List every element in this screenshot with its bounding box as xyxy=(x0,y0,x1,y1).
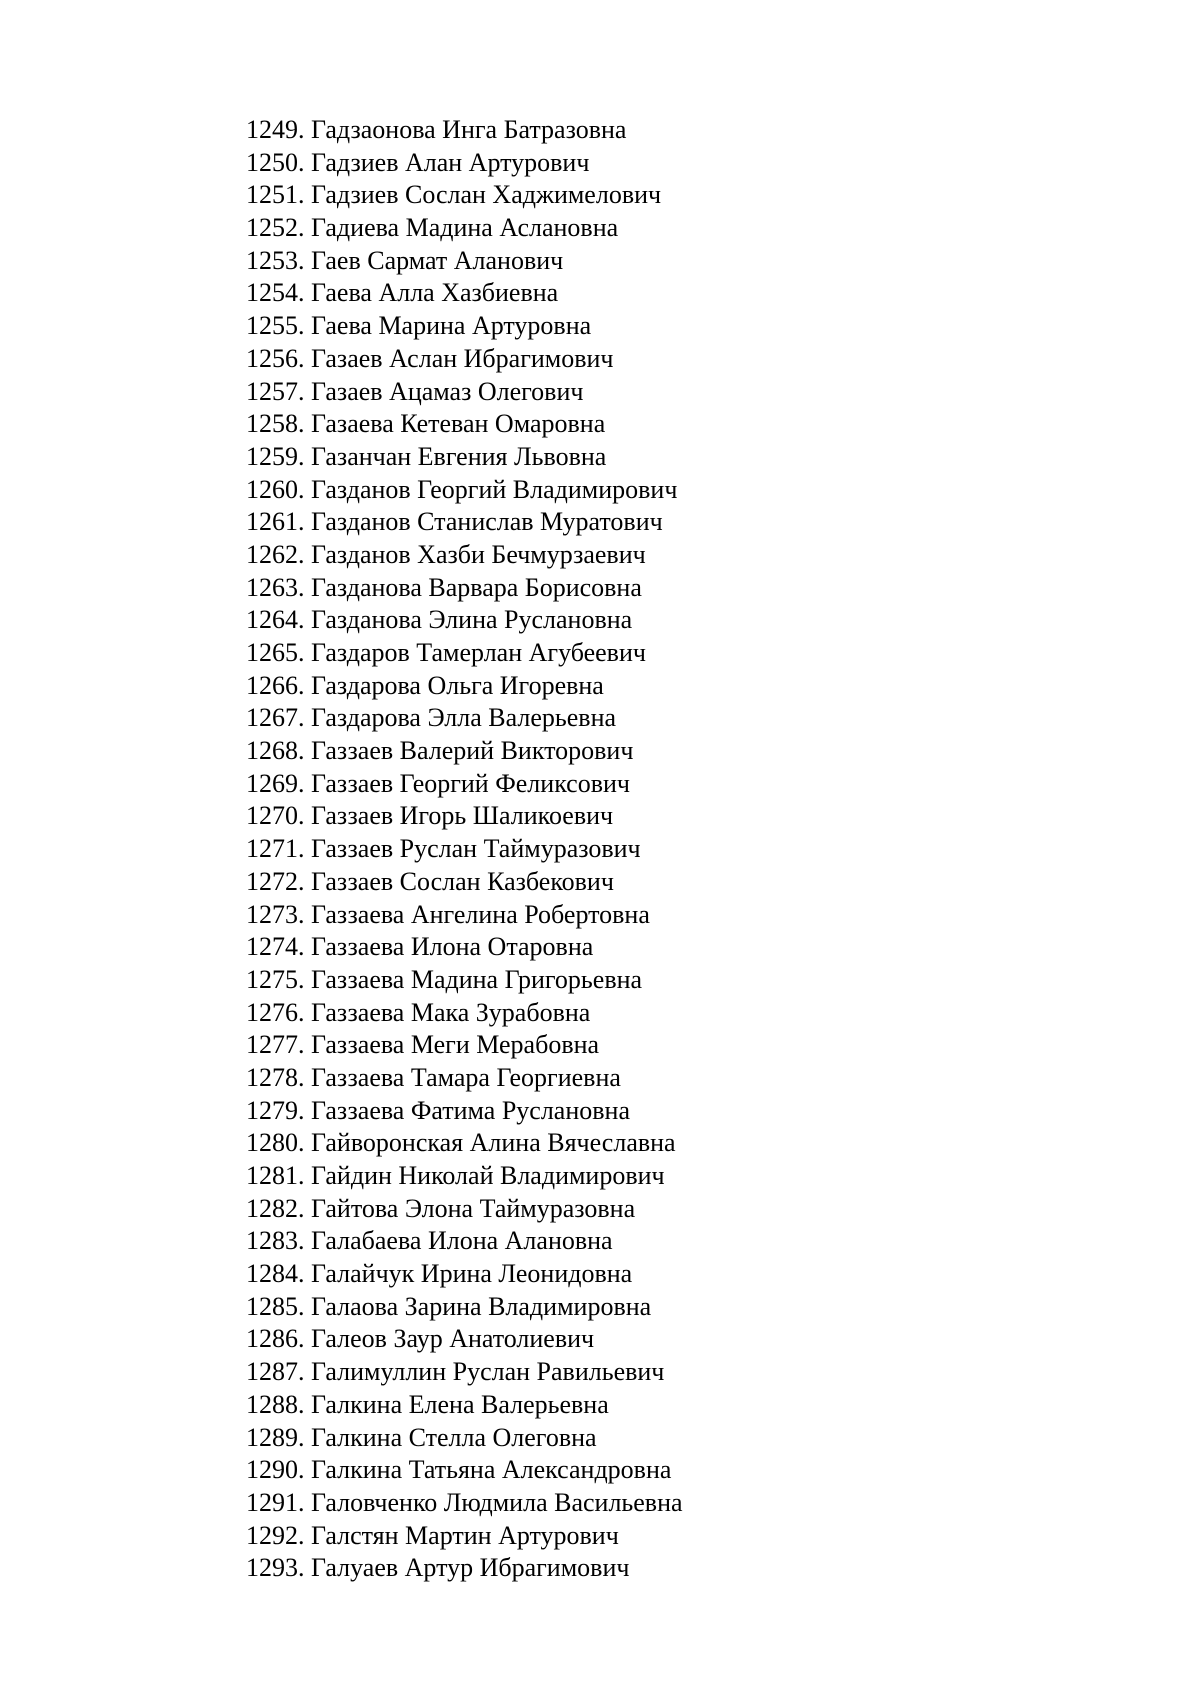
list-item xyxy=(246,931,683,964)
list-item xyxy=(246,147,683,180)
entry-number: 1291. xyxy=(246,1487,305,1517)
list-item xyxy=(246,604,683,637)
list-item xyxy=(246,964,683,997)
entry-name: Галкина Татьяна Александровна xyxy=(311,1455,672,1485)
list-item xyxy=(246,376,683,409)
entry-name: Газзаев Сослан Казбекович xyxy=(311,866,614,896)
entry-name: Газдарова Элла Валерьевна xyxy=(311,703,617,733)
list-item xyxy=(246,506,683,539)
entry-number: 1267. xyxy=(246,703,305,733)
entry-number: 1269. xyxy=(246,768,305,798)
list-item xyxy=(246,474,683,507)
list-item xyxy=(246,670,683,703)
entry-number: 1268. xyxy=(246,736,305,766)
entry-number: 1266. xyxy=(246,670,305,700)
entry-number: 1288. xyxy=(246,1389,305,1419)
entry-name: Газзаева Меги Мерабовна xyxy=(311,1030,600,1060)
list-item xyxy=(246,212,683,245)
list-item xyxy=(246,833,683,866)
list-item xyxy=(246,800,683,833)
entry-number: 1286. xyxy=(246,1324,305,1354)
entry-name: Галкина Елена Валерьевна xyxy=(311,1389,609,1419)
entry-name: Газдаров Тамерлан Агубеевич xyxy=(311,638,646,667)
entry-number: 1255. xyxy=(246,311,305,341)
entry-number: 1285. xyxy=(246,1291,305,1321)
list-item xyxy=(246,114,683,147)
entry-name: Газзаева Фатима Руслановна xyxy=(311,1095,630,1125)
list-item xyxy=(246,702,683,735)
entry-name: Газданов Хазби Бечмурзаевич xyxy=(311,539,646,569)
list-item xyxy=(246,637,683,670)
entry-name: Галеов Заур Анатолиевич xyxy=(311,1324,595,1354)
entry-name: Газаева Кетеван Омаровна xyxy=(311,409,606,439)
entry-name: Гайворонская Алина Вячеславна xyxy=(311,1128,676,1158)
entry-name: Гайтова Элона Таймуразовна xyxy=(311,1193,636,1223)
entry-number: 1279. xyxy=(246,1095,305,1125)
entry-name: Гадзиев Сослан Хаджимелович xyxy=(311,180,662,210)
entry-number: 1280. xyxy=(246,1128,305,1158)
list-item xyxy=(246,179,683,212)
entry-number: 1273. xyxy=(246,899,305,929)
entry-name: Газзаев Георгий Феликсович xyxy=(311,768,630,798)
entry-number: 1282. xyxy=(246,1193,305,1223)
entry-name: Гадзаонова Инга Батразовна xyxy=(311,115,627,144)
entry-name: Галуаев Артур Ибрагимович xyxy=(311,1553,630,1583)
entry-number: 1276. xyxy=(246,997,305,1027)
entry-name: Гаева Марина Артуровна xyxy=(311,311,592,341)
entry-name: Газзаева Ангелина Робертовна xyxy=(311,899,650,929)
entry-name: Газданова Варвара Борисовна xyxy=(311,572,642,602)
list-item xyxy=(246,408,683,441)
entry-name: Гадиева Мадина Аслановна xyxy=(311,213,619,243)
list-item xyxy=(246,997,683,1030)
list-item xyxy=(246,343,683,376)
entry-number: 1270. xyxy=(246,801,305,831)
list-item xyxy=(246,1422,683,1455)
entry-name: Газаев Аслан Ибрагимович xyxy=(311,343,614,373)
entry-number: 1256. xyxy=(246,343,305,373)
list-item xyxy=(246,310,683,343)
entry-number: 1249. xyxy=(246,115,305,144)
list-item xyxy=(246,1487,683,1520)
entry-name: Гаева Алла Хазбиевна xyxy=(311,278,559,308)
list-item xyxy=(246,245,683,278)
entry-number: 1263. xyxy=(246,572,305,602)
list-item xyxy=(246,1127,683,1160)
entry-number: 1253. xyxy=(246,245,305,275)
entry-number: 1281. xyxy=(246,1161,305,1190)
list-item xyxy=(246,441,683,474)
entry-name: Газанчан Евгения Львовна xyxy=(311,441,607,471)
entry-number: 1277. xyxy=(246,1030,305,1060)
entry-number: 1261. xyxy=(246,507,305,537)
entry-name: Газзаев Руслан Таймуразович xyxy=(311,834,641,864)
entry-name: Галстян Мартин Артурович xyxy=(311,1520,619,1550)
entry-number: 1293. xyxy=(246,1553,305,1583)
entry-number: 1284. xyxy=(246,1259,305,1289)
entry-number: 1278. xyxy=(246,1062,305,1092)
entry-name: Газзаева Мадина Григорьевна xyxy=(311,964,643,994)
entry-name: Газаев Ацамаз Олегович xyxy=(311,376,584,406)
entry-number: 1271. xyxy=(246,834,305,864)
entry-number: 1289. xyxy=(246,1422,305,1452)
entry-name: Галимуллин Руслан Равильевич xyxy=(311,1357,665,1387)
entry-number: 1259. xyxy=(246,441,305,471)
entry-number: 1292. xyxy=(246,1520,305,1550)
entry-number: 1252. xyxy=(246,213,305,243)
list-item xyxy=(246,1029,683,1062)
list-item xyxy=(246,1323,683,1356)
entry-number: 1287. xyxy=(246,1357,305,1387)
entry-number: 1262. xyxy=(246,539,305,569)
list-item xyxy=(246,1356,683,1389)
entry-number: 1254. xyxy=(246,278,305,308)
entry-name: Галкина Стелла Олеговна xyxy=(311,1422,597,1452)
entry-name: Галаова Зарина Владимировна xyxy=(311,1291,652,1321)
list-item xyxy=(246,735,683,768)
entry-number: 1257. xyxy=(246,376,305,406)
entry-number: 1274. xyxy=(246,932,305,962)
entry-name: Газзаев Валерий Викторович xyxy=(311,736,634,766)
entry-number: 1250. xyxy=(246,147,305,177)
entry-number: 1260. xyxy=(246,474,305,504)
entry-number: 1275. xyxy=(246,964,305,994)
entry-name: Газданова Элина Руслановна xyxy=(311,605,633,635)
list-item xyxy=(246,572,683,605)
list-item xyxy=(246,1062,683,1095)
entry-name: Газданов Станислав Муратович xyxy=(311,507,663,537)
list-item xyxy=(246,1095,683,1128)
list-item xyxy=(246,277,683,310)
list-item xyxy=(246,1389,683,1422)
list-item xyxy=(246,1291,683,1324)
entry-name: Гаев Сармат Аланович xyxy=(311,245,564,275)
entry-name: Галовченко Людмила Васильевна xyxy=(311,1487,683,1517)
entry-number: 1272. xyxy=(246,866,305,896)
entry-name: Газзаева Тамара Георгиевна xyxy=(311,1062,621,1092)
list-item xyxy=(246,768,683,801)
entry-name: Газзаева Мака Зурабовна xyxy=(311,997,591,1027)
list-item xyxy=(246,899,683,932)
entry-number: 1264. xyxy=(246,605,305,635)
entry-number: 1283. xyxy=(246,1226,305,1256)
list-item xyxy=(246,539,683,572)
entry-name: Гадзиев Алан Артурович xyxy=(311,147,590,177)
entry-number: 1290. xyxy=(246,1455,305,1485)
entry-name: Галабаева Илона Алановна xyxy=(311,1226,613,1256)
entry-name: Газдарова Ольга Игоревна xyxy=(311,670,604,700)
list-item xyxy=(246,1160,683,1193)
entry-name: Газзаев Игорь Шаликоевич xyxy=(311,801,614,831)
list-item xyxy=(246,1258,683,1291)
entry-name: Гайдин Николай Владимирович xyxy=(311,1161,665,1190)
list-item xyxy=(246,866,683,899)
entry-name: Галайчук Ирина Леонидовна xyxy=(311,1259,633,1289)
list-item xyxy=(246,1552,683,1585)
entry-number: 1265. xyxy=(246,638,305,667)
entry-number: 1251. xyxy=(246,180,305,210)
list-item xyxy=(246,1454,683,1487)
name-list xyxy=(246,114,683,1585)
list-item xyxy=(246,1520,683,1553)
entry-name: Газданов Георгий Владимирович xyxy=(311,474,678,504)
entry-name: Газзаева Илона Отаровна xyxy=(311,932,594,962)
list-item xyxy=(246,1225,683,1258)
list-item xyxy=(246,1193,683,1226)
entry-number: 1258. xyxy=(246,409,305,439)
